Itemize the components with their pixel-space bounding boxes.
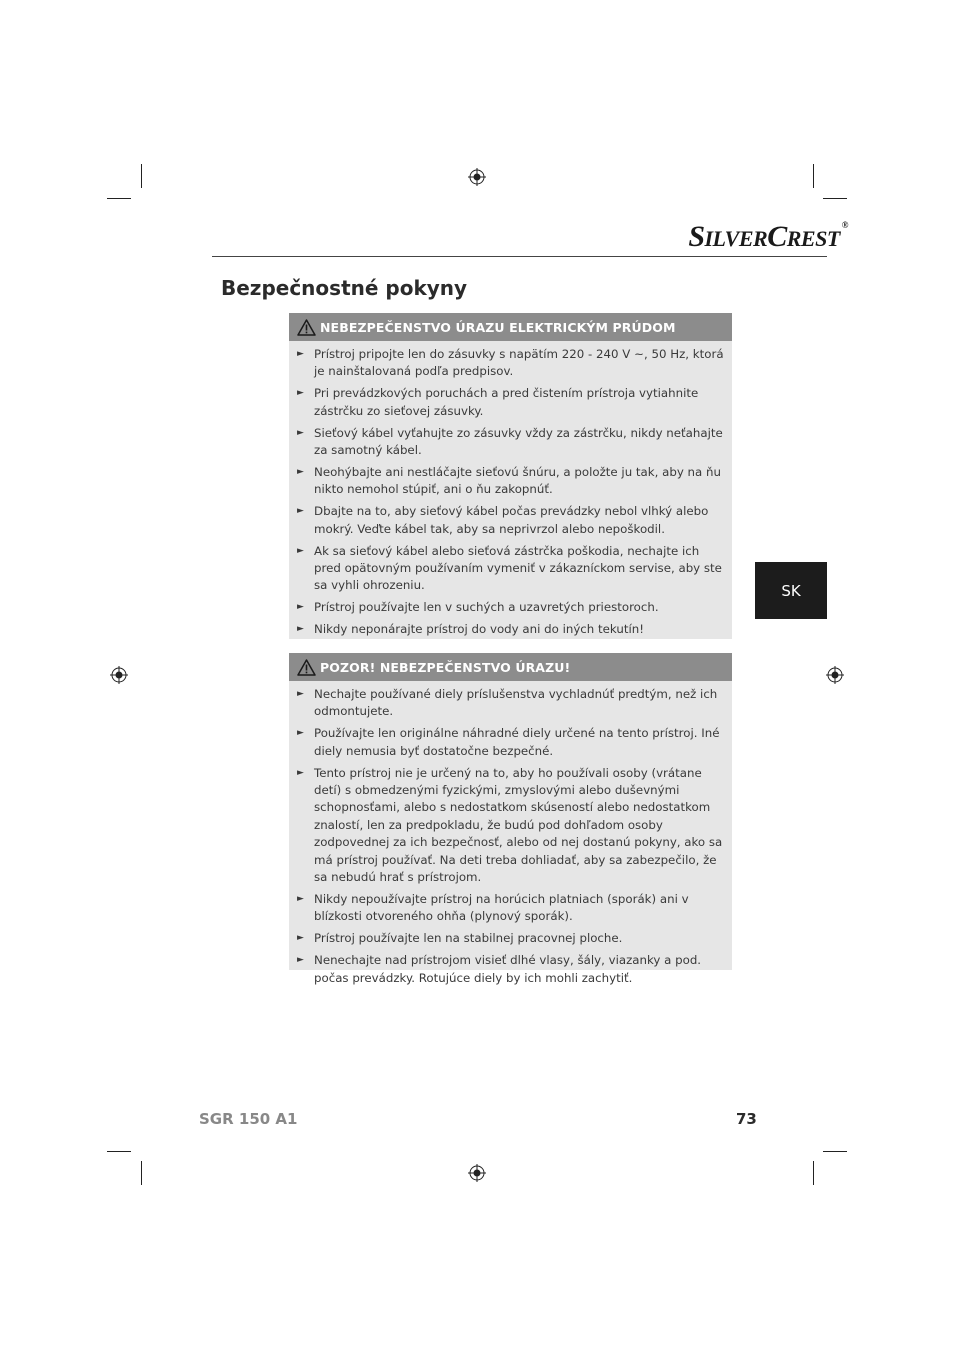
registration-mark-icon [468,1164,486,1182]
list-item: ► Nikdy neponárajte prístroj do vody ani do iných tekutín! [297,621,724,638]
list-item: ► Nechajte používané diely príslušenstva vychladnúť predtým, než ich odmontujete. [297,687,718,719]
bullet-arrow-icon: ► [297,506,304,517]
list-item: ► Neohýbajte ani nestláčajte sieťovú šnúru, a položte ju tak, aby na ňu nikto nemohol stúpiť, ani o ňu zakopnúť. [297,464,721,497]
registration-mark-icon [110,666,128,684]
registration-mark-icon [826,666,844,684]
crop-mark [107,198,131,199]
list-item: ► Prístroj pripojte len do zásuvky s napätím 220 - 240 V ~, 50 Hz, ktorá je nainštalovaná podľa predpisov. [297,347,724,379]
crop-mark [141,164,142,188]
crop-mark [813,1161,814,1185]
bullet-arrow-icon: ► [297,767,304,778]
bullet-arrow-icon: ► [297,955,304,966]
warning-box-title: POZOR! NEBEZPEČENSTVO ÚRAZU! [320,659,571,675]
language-tab: SK [755,562,827,619]
crop-mark [813,164,814,188]
header-rule [212,256,827,257]
list-item: ► Ak sa sieťový kábel alebo sieťová zástrčka poškodia, nechajte ich pred opätovným používaním vymeniť v zákazníckom servise, aby ste sa vyhli ohrozeniu. [297,543,722,593]
crop-mark [107,1151,131,1152]
brand-logo: SILVERCREST® [688,220,848,253]
crop-mark [141,1161,142,1185]
bullet-arrow-icon: ► [297,349,304,359]
bullet-arrow-icon: ► [297,728,304,739]
bullet-arrow-icon: ► [297,893,304,904]
warning-list [289,341,732,647]
crop-mark [823,1151,847,1152]
bullet-arrow-icon: ► [297,466,304,477]
warning-box-injury [289,653,732,985]
bullet-arrow-icon: ► [297,427,304,438]
list-item: ► Nikdy nepoužívajte prístroj na horúcich platniach (sporák) ani v blízkosti otvoreného ohňa (plynový sporák). [297,891,689,924]
warning-box-header [289,313,732,341]
list-item: ► Dbajte na to, aby sieťový kábel počas prevádzky nebol vlhký alebo mokrý. Veďte kábel tak, aby sa neprivrzol alebo nepoškodil. [297,504,709,536]
list-item: ► Používajte len originálne náhradné diely určené na tento prístroj. Iné diely nemusia byť dostatočne bezpečné. [297,726,720,758]
bullet-arrow-icon: ► [297,388,304,399]
list-item: ► Prístroj používajte len v suchých a uzavretých priestoroch. [297,599,724,616]
footer-model-number: SGR 150 A1 [199,1110,298,1128]
bullet-arrow-icon: ► [297,602,304,613]
bullet-arrow-icon: ► [297,933,304,944]
warning-triangle-icon [297,659,316,676]
list-item: ► Prístroj používajte len na stabilnej pracovnej ploche. [297,930,724,947]
bullet-arrow-icon: ► [297,624,304,635]
warning-box-title: NEBEZPEČENSTVO ÚRAZU ELEKTRICKÝM PRÚDOM [320,319,676,335]
crop-mark [823,198,847,199]
warning-list [289,681,732,996]
list-item: ► Tento prístroj nie je určený na to, aby ho používali osoby (vrátane detí) s obmedzenými fyzickými, zmyslovými alebo duševnými schopnosťami, alebo s nedostatkom skúseností alebo nedostatkom znalostí, len za predpokladu, že budú pod dohľadom osoby zodpovednej za ich bezpečnosť, alebo od nej dostanú pokyny, ako sa má prístroj používať. Na deti treba dohliadať, aby sa zabezpečilo, že sa nebudú hrať s prístrojom. [297,765,723,885]
footer-page-number: 73 [736,1110,757,1128]
bullet-arrow-icon: ► [297,545,304,556]
list-item: ► Nenechajte nad prístrojom visieť dlhé vlasy, šály, viazanky a pod. počas prevádzky. Rotujúce diely by ich mohli zachytiť. [297,953,702,985]
warning-box-header [289,653,732,681]
warning-box-electric [289,313,732,639]
bullet-arrow-icon: ► [297,689,304,699]
page-title: Bezpečnostné pokyny [221,276,468,300]
registration-mark-icon [468,168,486,186]
warning-triangle-icon [297,319,316,336]
list-item: ► Sieťový kábel vyťahujte zo zásuvky vždy za zástrčku, nikdy neťahajte za samotný kábel. [297,425,723,458]
list-item: ► Pri prevádzkových poruchách a pred čistením prístroja vytiahnite zástrčku zo sieťovej zásuvky. [297,386,699,418]
